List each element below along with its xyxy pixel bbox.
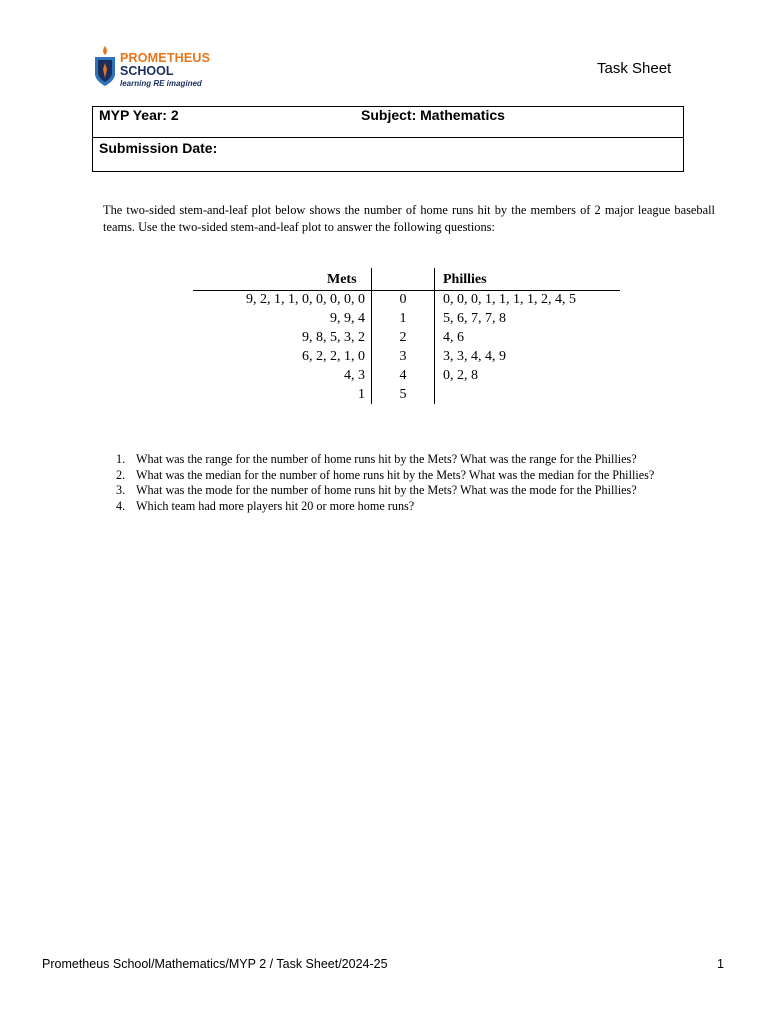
doc-type-label: Task Sheet	[597, 60, 672, 77]
plot-stem: 0	[399, 292, 407, 307]
question-item	[116, 499, 736, 515]
intro-paragraph: The two-sided stem-and-leaf plot below shows the number of home runs hit by the members of 2 major league baseball teams. Use the two-sided stem-and-leaf plot to answer the following questions:	[103, 203, 715, 234]
plot-stem: 4	[399, 368, 407, 383]
plot-left-leaves: 1	[358, 387, 365, 402]
plot-stem: 5	[399, 387, 407, 402]
info-box	[92, 106, 684, 172]
plot-left-leaves: 9, 9, 4	[330, 311, 365, 326]
question-text: What was the mode for the number of home runs hit by the Mets? What was the mode for the Phillies?	[136, 483, 637, 497]
question-text: What was the median for the number of home runs hit by the Mets? What was the median for the Phillies?	[136, 467, 655, 482]
stem-and-leaf-plot	[193, 268, 623, 408]
plot-right-leaves: 0, 0, 0, 1, 1, 1, 1, 2, 4, 5	[443, 292, 576, 307]
plot-left-header: Mets	[327, 272, 357, 287]
question-text: Which team had more players hit 20 or more home runs?	[136, 498, 415, 513]
logo-school: SCHOOL	[120, 64, 174, 78]
question-item	[116, 452, 736, 468]
plot-right-divider	[434, 268, 435, 404]
plot-left-leaves: 9, 8, 5, 3, 2	[302, 330, 365, 345]
plot-right-leaves: 0, 2, 8	[443, 368, 478, 383]
myp-year-label: MYP Year: 2	[99, 107, 179, 123]
question-list	[116, 452, 736, 514]
plot-right-leaves: 5, 6, 7, 7, 8	[443, 311, 506, 326]
subject-label: Subject: Mathematics	[361, 107, 505, 123]
school-logo	[92, 44, 232, 92]
question-number: 4.	[116, 498, 126, 513]
page-number: 1	[717, 957, 724, 971]
plot-right-header: Phillies	[443, 272, 487, 287]
plot-left-divider	[371, 268, 372, 404]
logo-name: PROMETHEUS	[120, 51, 211, 65]
question-number: 1.	[116, 452, 126, 466]
submission-date-label: Submission Date:	[99, 140, 218, 156]
question-text: What was the range for the number of home runs hit by the Mets? What was the range for the Phillies?	[136, 452, 637, 466]
plot-stem: 1	[399, 311, 407, 326]
question-item	[116, 483, 736, 499]
info-divider	[93, 137, 683, 138]
plot-right-leaves: 3, 3, 4, 4, 9	[443, 349, 506, 364]
footer-path: Prometheus School/Mathematics/MYP 2 / Task Sheet/2024-25	[42, 957, 388, 971]
shield-flame-icon	[92, 44, 118, 90]
plot-right-leaves: 4, 6	[443, 330, 464, 345]
plot-stem: 3	[399, 349, 407, 364]
question-number: 3.	[116, 483, 126, 497]
question-item	[116, 468, 736, 484]
plot-left-leaves: 4, 3	[344, 368, 365, 383]
question-number: 2.	[116, 467, 126, 482]
plot-stem: 2	[399, 330, 407, 345]
plot-left-leaves: 9, 2, 1, 1, 0, 0, 0, 0, 0	[246, 292, 365, 307]
logo-tagline: learning RE imagined	[120, 79, 202, 88]
plot-left-leaves: 6, 2, 2, 1, 0	[302, 349, 365, 364]
